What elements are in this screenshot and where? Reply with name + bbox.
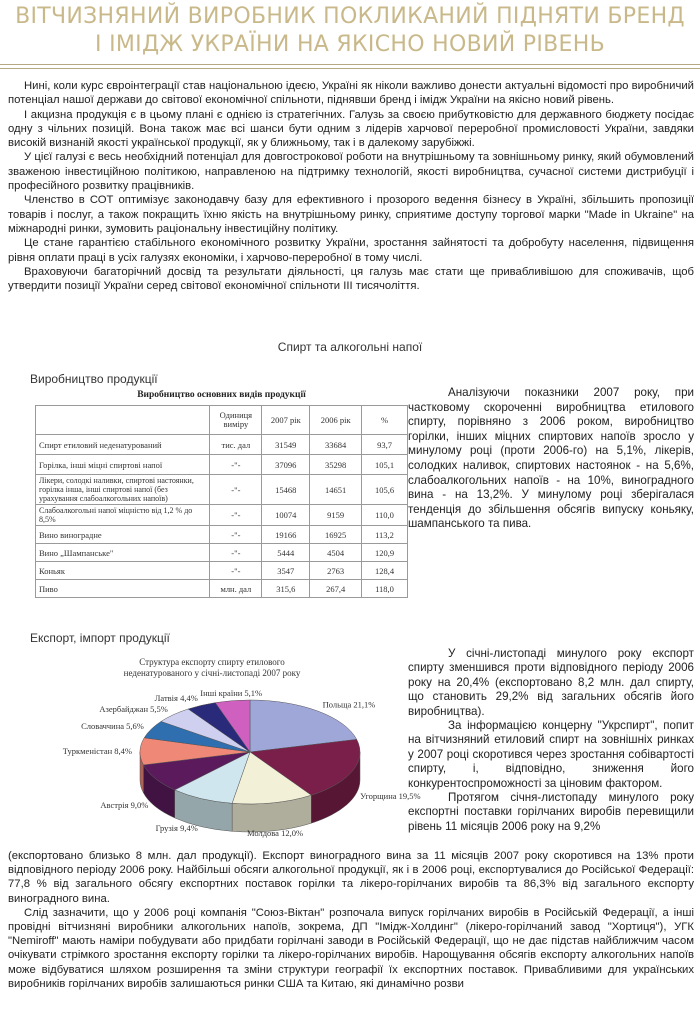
pie-slice-label: Польща 21,1% (322, 699, 376, 710)
table-cell-2007: 3547 (262, 562, 310, 580)
table-cell-2006: 2763 (310, 562, 362, 580)
title-rule-bottom (0, 68, 700, 69)
export-analysis-paragraph: У січні-листопаді минулого року експорт спирту зменшився проти відповідного періоду 2006 року на 20,4% (експортовано 8,2 млн. дал спирту, що становить 29,2% від загальних обсягів його виробництва). (408, 647, 694, 718)
table-cell-2006: 14651 (310, 475, 362, 505)
table-cell-2006: 16925 (310, 526, 362, 544)
section-heading-main: Спирт та алкогольні напої (277, 340, 423, 354)
table-cell-2007: 37096 (262, 455, 310, 475)
table-row (36, 580, 408, 598)
table-row (36, 505, 408, 526)
bottom-paragraph: Слід зазначити, що у 2006 році компанія "Союз-Віктан" розпочала випуск горілчаних виробів в Російській Федерації, а інші провідні вітчизняні виробники алкогольних напоїв, зокрема, ДП "Імідж-Холдинг" (лікеро-горілчаний завод "Хортиця"), УГК "Nemiroff" мають наміри побудувати або придбати горілчані заводи в Російській Федерації, що не дає підстав найближчим часом очікувати стрімкого зростання експорту горілки та лікеро-горілчаних виробів. Нарощування обсягів експорту алкогольних напоїв може відбуватися шляхом розширення та зміни структури географії їх експортних поставок. Привабливими для українських виробників горілчаних виробів залишаються ринки США та Китаю, які динамічно розви (8, 906, 694, 990)
table-cell-unit: млн. дал (210, 580, 262, 598)
table-cell-2006: 33684 (310, 435, 362, 455)
table-row (36, 435, 408, 455)
title-rule-top (0, 64, 700, 65)
intro-paragraph: Враховуючи багаторічний досвід та результати діяльності, ця галузь має стати ще привабливішою для споживачів, щоб утвердити позиції України серед світової економічної спільноти ІІІ тисячоліття. (8, 265, 694, 293)
table-cell-product: Спирт етиловий неденатурований (36, 435, 210, 455)
table-cell-unit: -"- (210, 505, 262, 526)
production-table-title: Виробництво основних видів продукції (137, 390, 306, 400)
table-row (36, 544, 408, 562)
table-cell-product: Слабоалкогольні напої міцністю від 1,2 % до 8,5% (36, 505, 210, 526)
table-cell-2007: 19166 (262, 526, 310, 544)
intro-paragraph: І акцизна продукція є в цьому плані є однією із стратегічних. Галузь за своєю прибутковістю для державного бюджету посідає одну з чільних позицій. Вона також має всі шанси бути одним з лідерів харчової переробної промисловості України, завдяки високій визнаній якості української продукції, як у ближньому, так і в далекому зарубіжжі. (8, 108, 694, 150)
table-cell-percent: 105,6 (362, 475, 408, 505)
title-band (0, 0, 700, 72)
pie-slice-label: Грузія 9,4% (155, 823, 198, 834)
table-header-row (36, 406, 408, 435)
table-cell-percent: 113,2 (362, 526, 408, 544)
intro-paragraph: У цієї галузі є весь необхідний потенціал для довгострокової роботи на внутрішньому та зовнішньому ринку, який обумовлений зваженою інвестиційною політикою, направленою на підтримку технологій, якості виробництва, сучасної системи дистрибуції і професійного розвитку працівників. (8, 151, 694, 193)
table-cell-percent: 93,7 (362, 435, 408, 455)
table-row (36, 475, 408, 505)
table-cell-percent: 128,4 (362, 562, 408, 580)
table-cell-unit: -"- (210, 544, 262, 562)
table-cell-unit: тис. дал (210, 435, 262, 455)
pie-slice-label: Угорщина 19,5% (360, 791, 421, 801)
pie-slice-label: Молдова 12,0% (246, 828, 304, 838)
export-pie-chart (2, 647, 421, 849)
section-heading-export: Експорт, імпорт продукції (30, 631, 170, 645)
pie-slice-label: Азербайджан 5,5% (99, 703, 168, 714)
intro-paragraph: Членство в СОТ оптимізує законодавчу базу для ефективного і прозорого ведення бізнесу в Україні, збільшить пропозиції товарів і послуг, а також покращить їхню якість на внутрішньому ринку, сприятиме доступу торгової марки "Made in Ukraine" на міжнародні ринки, зумовить раціональну інвестиційну політику. (8, 194, 694, 235)
intro-text (8, 79, 694, 293)
section-heading-production: Виробництво продукції (30, 372, 158, 386)
table-cell-product: Вино „Шампанське" (36, 544, 210, 562)
table-cell-2006: 4504 (310, 544, 362, 562)
table-cell-2007: 31549 (262, 435, 310, 455)
intro-paragraph: Нині, коли курс євроінтеграції став національною ідеєю, Україні як ніколи важливо донести актуальні відомості про виробничий потенціал нашої держави до світової економічної спільноти, піднявши бренд і імідж України на якісно новий рівень. (8, 80, 694, 107)
table-cell-product: Горілка, інші міцні спиртові напої (36, 455, 210, 475)
pie-tops (140, 700, 360, 804)
pie-slice-label: Туркменістан 8,4% (62, 746, 132, 757)
table-cell-2006: 9159 (310, 505, 362, 526)
bottom-text (8, 849, 694, 991)
table-header-cell: % (362, 406, 408, 435)
production-table-figure (35, 389, 408, 605)
table-cell-unit: -"- (210, 455, 262, 475)
production-table (35, 405, 408, 598)
table-cell-product: Вино виноградне (36, 526, 210, 544)
table-row (36, 526, 408, 544)
intro-paragraph: Це стане гарантією стабільного економічного розвитку України, зростання зайнятості та добробуту населення, підвищення рівня оплати праці в усіх галузях економіки, і харчово-переробної в тому числі. (8, 237, 694, 264)
pie-slice-label: Словаччина 5,6% (81, 720, 144, 731)
table-cell-percent: 110,0 (362, 505, 408, 526)
export-analysis-text (408, 647, 694, 834)
export-analysis-paragraph: Протягом січня-листопаду минулого року експортні поставки горілчаних виробів перевищили рівень 11 місяців 2006 року на 9,2% (408, 791, 694, 833)
table-cell-unit: -"- (210, 562, 262, 580)
pie-slice-label: Латвія 4,4% (154, 693, 198, 704)
chart-title-text: Структура експорту спирту етилового неденатурованого у січні-листопаді 2007 року (123, 657, 301, 678)
table-cell-product: Коньяк (36, 562, 210, 580)
table-cell-2007: 315,6 (262, 580, 310, 598)
table-header-cell: Одиниця виміру (210, 406, 262, 435)
pie-slice-label: Інші країни 5,1% (200, 687, 263, 698)
page-title-line-1: ВІТЧИЗНЯНИЙ ВИРОБНИК ПОКЛИКАНИЙ ПІДНЯТИ БРЕНД (15, 4, 685, 29)
table-header-cell: 2006 рік (310, 406, 362, 435)
table-cell-2006: 35298 (310, 455, 362, 475)
production-analysis-text (408, 386, 694, 532)
page-title-line-2: І ІМІДЖ УКРАЇНИ НА ЯКІСНО НОВИЙ РІВЕНЬ (95, 32, 605, 57)
table-row (36, 562, 408, 580)
table-cell-product: Пиво (36, 580, 210, 598)
table-cell-2007: 15468 (262, 475, 310, 505)
table-cell-unit: -"- (210, 526, 262, 544)
table-row (36, 455, 408, 475)
pie-svg (2, 647, 421, 849)
table-cell-percent: 120,9 (362, 544, 408, 562)
table-header-cell: 2007 рік (262, 406, 310, 435)
table-cell-product: Лікери, солодкі наливки, спиртові настоянки, горілка інша, інші спиртові напої (без урахування слабоалкогольних напоїв) (36, 475, 210, 505)
table-cell-percent: 105,1 (362, 455, 408, 475)
table-cell-unit: -"- (210, 475, 262, 505)
table-cell-2007: 5444 (262, 544, 310, 562)
pie-slice-label: Австрія 9,0% (100, 799, 149, 810)
table-cell-2006: 267,4 (310, 580, 362, 598)
table-header-cell (36, 406, 210, 435)
bottom-paragraph: (експортовано близько 8 млн. дал продукції). Експорт виноградного вина за 11 місяців 2007 року скоротився на 13% проти відповідного періоду 2006 року. Найбільші обсяги алкогольної продукції, як і в 2006 році, експортувалися до Російської Федерації: 77,8 % від загального обсягу експортних поставок горілки та лікеро-горілчаних виробів та 86,3% від загального експорту виноградного вина. (8, 850, 694, 905)
table-cell-2007: 10074 (262, 505, 310, 526)
export-analysis-paragraph: За інформацією концерну "Укрспирт", попит на вітчизняний етиловий спирт на зовнішніх ринках у 2007 році скоротився через зростання собівартості спирту, і, відповідно, зниження його конкурентоспроможності за ціновим фактором. (408, 719, 694, 790)
production-analysis-paragraph: Аналізуючи показники 2007 року, при частковому скороченні виробництва етилового спирту, порівняно з 2006 роком, виробництво горілки, інших міцних спиртових напоїв зросло у минулому році (проти 2006-го) на 5,1%, лікерів, солодких наливок, спиртових настоянок - на 5,6%, слабоалкогольних напоїв - на 10%, виноградного вина - на 13,2%. У минулому році зберігалася тенденція до збільшення обсягів випуску коньяку, шампанського та пива. (408, 386, 694, 531)
table-cell-percent: 118,0 (362, 580, 408, 598)
